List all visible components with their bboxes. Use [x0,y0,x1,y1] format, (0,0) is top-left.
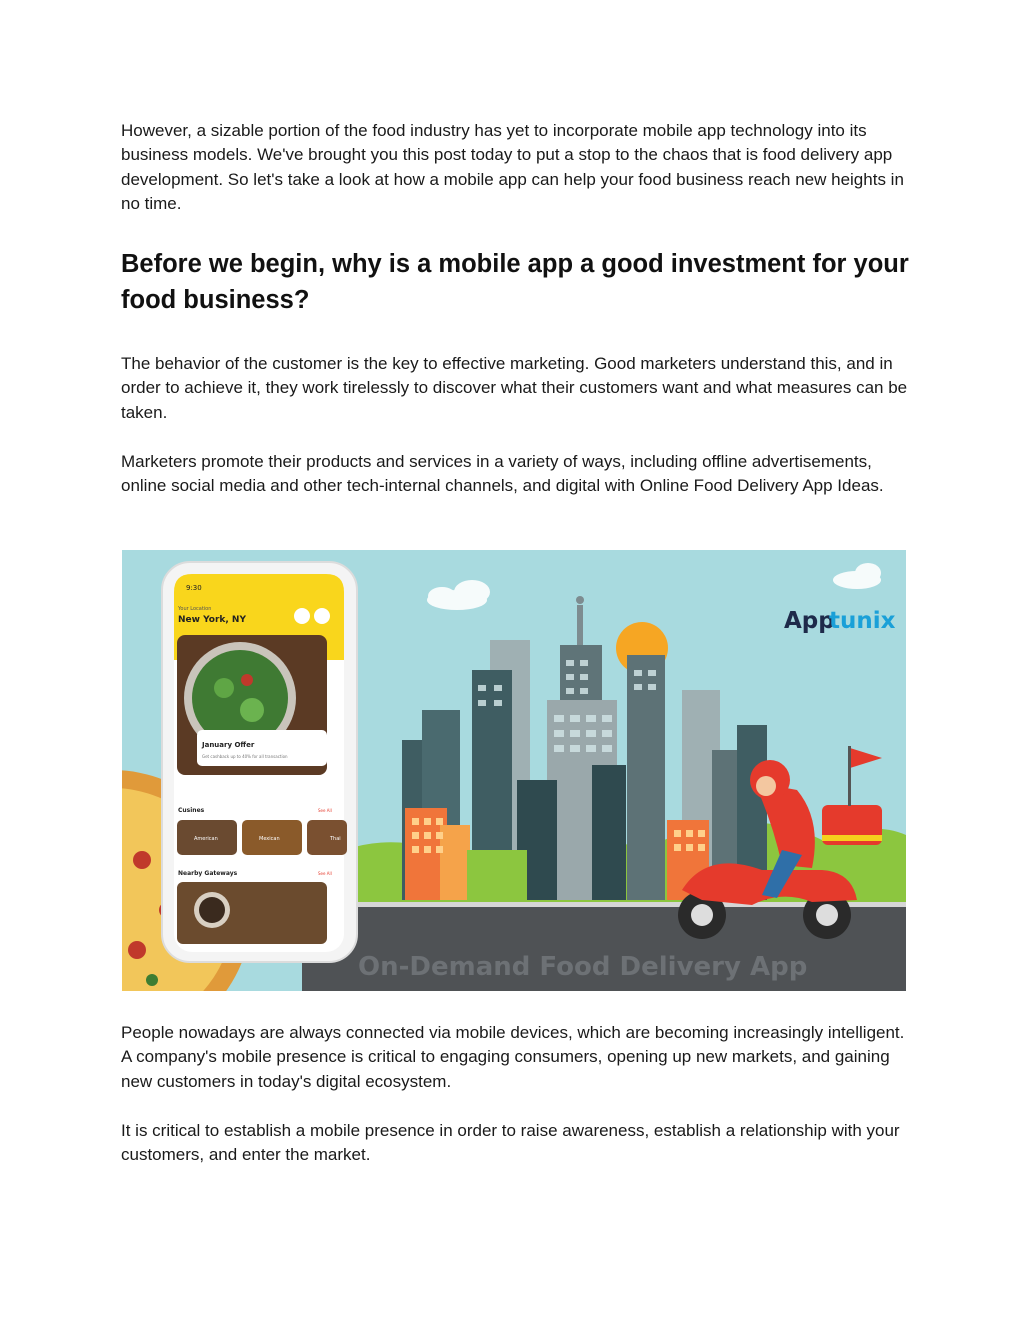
apptunix-logo-prefix: App [784,608,835,634]
paragraph-mobile-devices: People nowadays are always connected via mobile devices, which are becoming increasingly intelligent. A company's mobile presence is critical to engaging consumers, opening up new markets, and gaining new customers in today's digital ecosystem. [121,1023,905,1091]
offer-text: Get cashback up to 40% for all transaction [202,754,288,759]
cuisine-mexican: Mexican [259,836,280,842]
status-time: 9:30 [186,584,202,592]
location-value: New York, NY [178,615,246,625]
see-all-nearby: See All [318,871,332,876]
profile-icon [314,608,330,624]
paragraph-intro: However, a sizable portion of the food industry has yet to incorporate mobile app technology into its business models. We've brought you this post today to put a stop to the chaos that is food delivery app development. So let's take a look at how a mobile app can help your food business reach new heights in no time. [121,121,904,214]
paragraph-marketers: Marketers promote their products and services in a variety of ways, including offline advertisements, online social media and other tech-internal channels, and digital with Online Food Delivery App Ideas. [121,452,884,496]
see-all-cuisines: See All [318,808,332,813]
paragraph-customer-behavior: The behavior of the customer is the key to effective marketing. Good marketers understand this, and in order to achieve it, they work tirelessly to discover what their customers want and what measures can be taken. [121,354,908,422]
phone-mockup [162,562,357,962]
location-label: Your Location [178,606,212,612]
cuisine-american: American [194,836,218,842]
food-delivery-illustration [122,550,906,991]
apptunix-logo-suffix: tunix [829,608,896,634]
search-icon [294,608,310,624]
cuisines-label: Cusines [178,807,205,814]
section-heading: Before we begin, why is a mobile app a good investment for your food business? [121,250,909,314]
cuisine-thai: Thai [330,836,341,842]
banner-text: On-Demand Food Delivery App [358,952,808,982]
offer-title: January Offer [202,741,255,749]
paragraph-mobile-presence: It is critical to establish a mobile presence in order to raise awareness, establish a relationship with your customers, and enter the market. [121,1121,900,1165]
nearby-label: Nearby Gateways [178,870,238,877]
